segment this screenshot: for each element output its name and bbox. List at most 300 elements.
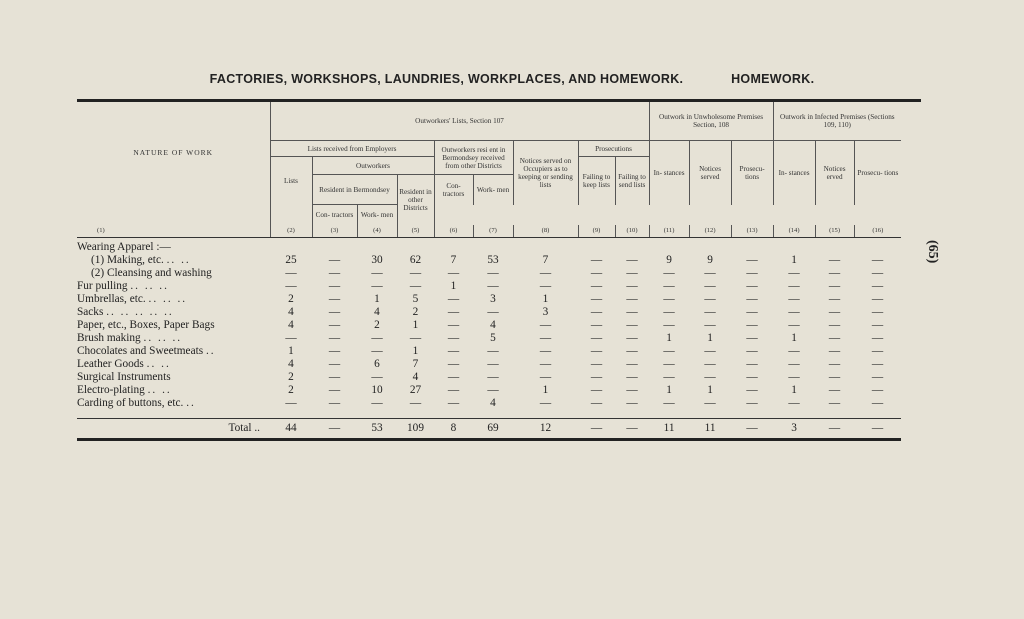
table-row bbox=[77, 384, 921, 397]
total-value: — bbox=[854, 418, 901, 439]
total-value: — bbox=[578, 418, 615, 439]
cell-value: — bbox=[788, 305, 800, 318]
cell-value: — bbox=[663, 292, 675, 305]
cell-value: — bbox=[371, 266, 383, 279]
cell-value: — bbox=[328, 305, 341, 318]
cell-value: — bbox=[704, 279, 716, 292]
cell-value: — bbox=[746, 370, 758, 383]
cell-value bbox=[513, 237, 578, 254]
total-value: 69 bbox=[473, 418, 513, 439]
cell-value: 1 bbox=[288, 344, 294, 357]
table-row bbox=[77, 332, 921, 345]
table-row bbox=[77, 397, 921, 419]
cell-value: — bbox=[285, 396, 297, 409]
col-number: (2) bbox=[270, 225, 312, 238]
prosecutions-header: Prosecutions bbox=[578, 141, 649, 157]
col-number: (15) bbox=[815, 225, 854, 238]
prosecutions-header-b: Prosecu- tions bbox=[854, 141, 901, 205]
cell-value: — bbox=[447, 318, 460, 331]
cell-value: — bbox=[871, 357, 884, 370]
row-label bbox=[77, 254, 270, 267]
workmen-header-a: Work- men bbox=[357, 205, 397, 225]
cell-value: — bbox=[487, 344, 499, 357]
cell-value: 6 bbox=[374, 357, 380, 370]
cell-value: — bbox=[746, 331, 758, 344]
table-row bbox=[77, 293, 921, 306]
row-label bbox=[77, 280, 270, 293]
cell-value: — bbox=[704, 357, 716, 370]
col-number: (11) bbox=[649, 225, 689, 238]
cell-value: — bbox=[828, 370, 841, 383]
row-label bbox=[77, 306, 270, 319]
col-number: (5) bbox=[397, 225, 434, 238]
cell-value: 2 bbox=[288, 383, 294, 396]
cell-value: 4 bbox=[288, 318, 294, 331]
cell-value: 53 bbox=[487, 253, 499, 266]
cell-value: 2 bbox=[412, 305, 419, 318]
cell-value: 25 bbox=[285, 253, 297, 266]
cell-value: 9 bbox=[707, 253, 713, 266]
col-number: (12) bbox=[689, 225, 731, 238]
cell-value bbox=[473, 237, 513, 254]
cell-value: — bbox=[590, 305, 603, 318]
row-leader-dots: .. .. .. bbox=[148, 292, 188, 305]
cell-value: — bbox=[626, 318, 638, 331]
cell-value: — bbox=[409, 266, 422, 279]
cell-value: — bbox=[539, 396, 552, 409]
row-label bbox=[77, 319, 270, 332]
cell-value: — bbox=[746, 357, 758, 370]
cell-value: — bbox=[746, 383, 758, 396]
row-label bbox=[77, 267, 270, 280]
table-row bbox=[77, 280, 921, 293]
cell-value: — bbox=[590, 357, 603, 370]
cell-value: — bbox=[328, 318, 341, 331]
cell-value: — bbox=[285, 266, 297, 279]
cell-value: — bbox=[746, 279, 758, 292]
homework-table-container bbox=[77, 99, 921, 441]
cell-value: — bbox=[626, 279, 638, 292]
cell-value: — bbox=[626, 396, 638, 409]
cell-value: — bbox=[487, 305, 499, 318]
cell-value: — bbox=[746, 396, 758, 409]
cell-value: — bbox=[487, 383, 499, 396]
row-label bbox=[77, 345, 270, 358]
cell-value bbox=[578, 237, 615, 254]
cell-value: — bbox=[663, 279, 675, 292]
cell-value: — bbox=[590, 253, 603, 266]
row-label-text: Carding of buttons, etc. bbox=[77, 396, 184, 409]
cell-value: — bbox=[447, 331, 460, 344]
cell-value: — bbox=[788, 279, 800, 292]
cell-value: — bbox=[590, 344, 603, 357]
cell-value: — bbox=[590, 383, 603, 396]
cell-value: 1 bbox=[707, 331, 713, 344]
cell-value: — bbox=[828, 253, 841, 266]
cell-value: — bbox=[539, 344, 552, 357]
cell-value: — bbox=[704, 318, 716, 331]
cell-value: 2 bbox=[288, 292, 294, 305]
contractors-header-a: Con- tractors bbox=[312, 205, 357, 225]
cell-value: — bbox=[626, 253, 638, 266]
cell-value: — bbox=[828, 357, 841, 370]
cell-value: — bbox=[590, 396, 603, 409]
cell-value: — bbox=[828, 331, 841, 344]
subheader-spacer bbox=[434, 205, 921, 225]
homework-table bbox=[77, 99, 921, 441]
cell-value: — bbox=[746, 305, 758, 318]
infected-premises-header: Outwork in Infected Premises (Sections 109, 110) bbox=[773, 101, 901, 141]
notices-header-b: Notices erved bbox=[815, 141, 854, 205]
cell-value: — bbox=[663, 318, 675, 331]
total-value: 109 bbox=[397, 418, 434, 439]
row-label-text: Chocolates and Sweetmeats bbox=[77, 344, 204, 357]
instances-header-a: In- stances bbox=[649, 141, 689, 205]
total-label: Total .. bbox=[77, 418, 270, 439]
cell-value: — bbox=[788, 266, 800, 279]
resident-bermondsey-header: Resident in Bermondsey bbox=[312, 175, 397, 205]
failing-send-header: Failing to send lists bbox=[615, 157, 649, 205]
subtitle-text: HOMEWORK. bbox=[731, 72, 815, 86]
cell-value: 5 bbox=[412, 292, 419, 305]
row-label bbox=[77, 237, 270, 254]
row-label bbox=[77, 371, 270, 384]
col-number: (7) bbox=[473, 225, 513, 238]
row-leader-dots: .. bbox=[186, 396, 196, 409]
cell-value: 1 bbox=[374, 292, 380, 305]
cell-value: 3 bbox=[490, 292, 496, 305]
cell-value: — bbox=[371, 279, 383, 292]
cell-value: — bbox=[487, 266, 499, 279]
cell-value: — bbox=[663, 266, 675, 279]
cell-value: — bbox=[828, 396, 841, 409]
title-text: FACTORIES, WORKSHOPS, LAUNDRIES, WORKPLACES, AND HOMEWORK. bbox=[209, 72, 684, 86]
cell-value: — bbox=[788, 396, 800, 409]
col-number: (9) bbox=[578, 225, 615, 238]
cell-value bbox=[357, 237, 397, 254]
col-number: (8) bbox=[513, 225, 578, 238]
cell-value: — bbox=[828, 344, 841, 357]
nature-of-work-header: NATURE OF WORK bbox=[133, 148, 214, 158]
row-label-text: Leather Goods bbox=[77, 357, 144, 370]
col-number: (14) bbox=[773, 225, 815, 238]
total-value: — bbox=[731, 418, 773, 439]
cell-value: 1 bbox=[412, 318, 419, 331]
cell-value: 10 bbox=[371, 383, 383, 396]
cell-value bbox=[397, 237, 434, 254]
table-row bbox=[77, 267, 921, 280]
cell-value: 62 bbox=[409, 253, 422, 266]
row-label-text: Electro-plating bbox=[77, 383, 145, 396]
cell-value: — bbox=[828, 292, 841, 305]
cell-value: — bbox=[788, 344, 800, 357]
cell-value: — bbox=[447, 344, 460, 357]
cell-value: 7 bbox=[450, 253, 457, 266]
cell-value: 1 bbox=[666, 383, 672, 396]
row-label bbox=[77, 332, 270, 345]
cell-value: 4 bbox=[288, 305, 294, 318]
cell-value: — bbox=[788, 357, 800, 370]
cell-value: — bbox=[828, 305, 841, 318]
total-value: — bbox=[815, 418, 854, 439]
col-number: (10) bbox=[615, 225, 649, 238]
contractors-header-b: Con- tractors bbox=[434, 175, 473, 205]
instances-header-b: In- stances bbox=[773, 141, 815, 205]
cell-value: 1 bbox=[542, 292, 549, 305]
row-label-text: Brush making bbox=[77, 331, 141, 344]
cell-value: — bbox=[447, 370, 460, 383]
cell-value: — bbox=[828, 318, 841, 331]
outworkers-lists-header: Outworkers' Lists, Section 107 bbox=[270, 101, 649, 141]
total-value: 11 bbox=[649, 418, 689, 439]
row-label-text: (1) Making, etc. bbox=[91, 253, 164, 266]
cell-value: — bbox=[447, 357, 460, 370]
cell-value: — bbox=[539, 370, 552, 383]
cell-value: 4 bbox=[490, 318, 496, 331]
cell-value: — bbox=[704, 344, 716, 357]
cell-value bbox=[854, 237, 901, 254]
table-row bbox=[77, 306, 921, 319]
table-row bbox=[77, 254, 921, 267]
table-body bbox=[77, 237, 921, 418]
cell-value: — bbox=[328, 279, 341, 292]
cell-value: — bbox=[590, 331, 603, 344]
table-row bbox=[77, 319, 921, 332]
total-value: 12 bbox=[513, 418, 578, 439]
cell-value: — bbox=[487, 370, 499, 383]
notices-served-header: Notices served on Occupiers as to keeping or sending lists bbox=[513, 141, 578, 205]
cell-value: — bbox=[409, 396, 422, 409]
row-leader-dots: .. .. bbox=[146, 357, 171, 370]
cell-value: — bbox=[590, 370, 603, 383]
cell-value: — bbox=[285, 331, 297, 344]
cell-value: 1 bbox=[791, 331, 797, 344]
cell-value: — bbox=[539, 357, 552, 370]
unwholesome-premises-header: Outwork in Unwholesome Premises Section, 108 bbox=[649, 101, 773, 141]
cell-value: 7 bbox=[542, 253, 549, 266]
cell-value: — bbox=[371, 331, 383, 344]
cell-value: — bbox=[447, 383, 460, 396]
outworkers-resident-header: Outworkers resi ent in Bermondsey received from other Districts bbox=[434, 141, 513, 175]
cell-value: 4 bbox=[374, 305, 380, 318]
failing-keep-header: Failing to keep lists bbox=[578, 157, 615, 205]
col-number: (4) bbox=[357, 225, 397, 238]
cell-value: — bbox=[626, 357, 638, 370]
total-value: 44 bbox=[270, 418, 312, 439]
cell-value: — bbox=[871, 266, 884, 279]
cell-value bbox=[815, 237, 854, 254]
cell-value: — bbox=[871, 396, 884, 409]
cell-value: — bbox=[285, 279, 297, 292]
cell-value: — bbox=[626, 331, 638, 344]
workmen-header-b: Work- men bbox=[473, 175, 513, 205]
cell-value: 7 bbox=[412, 357, 419, 370]
cell-value: — bbox=[663, 344, 675, 357]
col-number: (1) bbox=[77, 225, 270, 238]
cell-value: — bbox=[704, 292, 716, 305]
cell-value: — bbox=[409, 331, 422, 344]
cell-value: — bbox=[328, 344, 341, 357]
cell-value: — bbox=[871, 253, 884, 266]
cell-value bbox=[731, 237, 773, 254]
cell-value: — bbox=[371, 344, 383, 357]
table-row bbox=[77, 237, 921, 254]
cell-value: — bbox=[447, 305, 460, 318]
cell-value: — bbox=[828, 279, 841, 292]
page-title bbox=[0, 72, 1024, 86]
cell-value: 1 bbox=[542, 383, 549, 396]
cell-value: — bbox=[704, 370, 716, 383]
cell-value: 1 bbox=[707, 383, 713, 396]
outworkers-header: Outworkers bbox=[312, 157, 434, 175]
cell-value: — bbox=[746, 318, 758, 331]
row-label-text: Paper, etc., Boxes, Paper Bags bbox=[77, 318, 215, 331]
cell-value: — bbox=[371, 370, 383, 383]
cell-value: — bbox=[328, 357, 341, 370]
total-value: 3 bbox=[773, 418, 815, 439]
cell-value: — bbox=[746, 344, 758, 357]
cell-value: — bbox=[328, 383, 341, 396]
cell-value: — bbox=[539, 279, 552, 292]
cell-value bbox=[312, 237, 357, 254]
cell-value: 1 bbox=[450, 279, 457, 292]
cell-value: — bbox=[663, 305, 675, 318]
row-label-text: Surgical Instruments bbox=[77, 370, 171, 383]
cell-value: — bbox=[590, 266, 603, 279]
table-row bbox=[77, 345, 921, 358]
cell-value: — bbox=[590, 292, 603, 305]
lists-header: Lists bbox=[270, 157, 312, 205]
cell-value bbox=[270, 237, 312, 254]
row-label-text: Umbrellas, etc. bbox=[77, 292, 146, 305]
total-value: 53 bbox=[357, 418, 397, 439]
resident-other-header: Resident in other Districts bbox=[397, 175, 434, 225]
cell-value: 3 bbox=[542, 305, 549, 318]
row-label bbox=[77, 397, 270, 419]
cell-value: — bbox=[704, 396, 716, 409]
cell-value: 1 bbox=[412, 344, 419, 357]
col-number: (13) bbox=[731, 225, 773, 238]
cell-value: — bbox=[447, 292, 460, 305]
row-label-text: Sacks bbox=[77, 305, 104, 318]
row-leader-dots: .. .. bbox=[147, 383, 172, 396]
cell-value: — bbox=[828, 266, 841, 279]
total-value: — bbox=[312, 418, 357, 439]
col-number: (3) bbox=[312, 225, 357, 238]
total-value: 8 bbox=[434, 418, 473, 439]
cell-value: 1 bbox=[791, 253, 797, 266]
cell-value: — bbox=[328, 266, 341, 279]
cell-value: 30 bbox=[371, 253, 383, 266]
cell-value: — bbox=[746, 266, 758, 279]
cell-value: — bbox=[704, 305, 716, 318]
cell-value: — bbox=[626, 292, 638, 305]
cell-value: — bbox=[487, 279, 499, 292]
total-value: 11 bbox=[689, 418, 731, 439]
cell-value: — bbox=[447, 266, 460, 279]
cell-value: — bbox=[487, 357, 499, 370]
row-label-text: Wearing Apparel :— bbox=[77, 240, 171, 253]
cell-value: — bbox=[626, 383, 638, 396]
cell-value: — bbox=[704, 266, 716, 279]
cell-value: — bbox=[746, 253, 758, 266]
cell-value: — bbox=[447, 396, 460, 409]
cell-value: — bbox=[371, 396, 383, 409]
cell-value: — bbox=[871, 344, 884, 357]
cell-value: — bbox=[871, 292, 884, 305]
cell-value: — bbox=[328, 396, 341, 409]
cell-value: 1 bbox=[791, 383, 797, 396]
page-number: (65) bbox=[925, 240, 940, 264]
prosecutions-header-a: Prosecu- tions bbox=[731, 141, 773, 205]
table-row bbox=[77, 371, 921, 384]
cell-value bbox=[773, 237, 815, 254]
cell-value: — bbox=[871, 305, 884, 318]
cell-value: — bbox=[626, 266, 638, 279]
cell-value: 9 bbox=[666, 253, 672, 266]
cell-value bbox=[649, 237, 689, 254]
row-label-text: (2) Cleansing and washing bbox=[91, 266, 212, 279]
table-row bbox=[77, 358, 921, 371]
cell-value: — bbox=[328, 370, 341, 383]
column-numbers-row bbox=[77, 225, 921, 238]
cell-value: — bbox=[746, 292, 758, 305]
cell-value: — bbox=[328, 253, 341, 266]
cell-value: 4 bbox=[490, 396, 496, 409]
cell-value bbox=[615, 237, 649, 254]
cell-value: — bbox=[871, 370, 884, 383]
col-number: (16) bbox=[854, 225, 901, 238]
cell-value bbox=[689, 237, 731, 254]
cell-value: 5 bbox=[490, 331, 496, 344]
cell-value: — bbox=[590, 279, 603, 292]
cell-value: — bbox=[539, 318, 552, 331]
cell-value: — bbox=[328, 292, 341, 305]
cell-value: 27 bbox=[409, 383, 422, 396]
row-label bbox=[77, 384, 270, 397]
cell-value: — bbox=[328, 331, 341, 344]
cell-value: — bbox=[871, 383, 884, 396]
cell-value: — bbox=[788, 370, 800, 383]
row-label-text: Fur pulling bbox=[77, 279, 128, 292]
cell-value: — bbox=[788, 292, 800, 305]
row-leader-dots: .. .. .. bbox=[130, 279, 169, 292]
cell-value: — bbox=[871, 318, 884, 331]
row-leader-dots: .. .. .. bbox=[143, 331, 183, 344]
cell-value: — bbox=[663, 370, 675, 383]
cell-value: — bbox=[828, 383, 841, 396]
cell-value: 2 bbox=[288, 370, 294, 383]
row-leader-dots: .. .. bbox=[166, 253, 191, 266]
cell-value: — bbox=[626, 305, 638, 318]
cell-value: — bbox=[871, 331, 884, 344]
lists-received-header: Lists received from Employers bbox=[270, 141, 434, 157]
nature-spacer bbox=[77, 205, 270, 225]
lists-spacer bbox=[270, 205, 312, 225]
cell-value: — bbox=[626, 344, 638, 357]
cell-value: — bbox=[871, 279, 884, 292]
cell-value bbox=[434, 237, 473, 254]
col-number: (6) bbox=[434, 225, 473, 238]
cell-value: 4 bbox=[412, 370, 419, 383]
row-leader-dots: .. .. .. .. .. bbox=[106, 305, 174, 318]
cell-value: — bbox=[409, 279, 422, 292]
cell-value: — bbox=[539, 266, 552, 279]
cell-value: — bbox=[663, 357, 675, 370]
cell-value: — bbox=[788, 318, 800, 331]
cell-value: 4 bbox=[288, 357, 294, 370]
row-label bbox=[77, 358, 270, 371]
